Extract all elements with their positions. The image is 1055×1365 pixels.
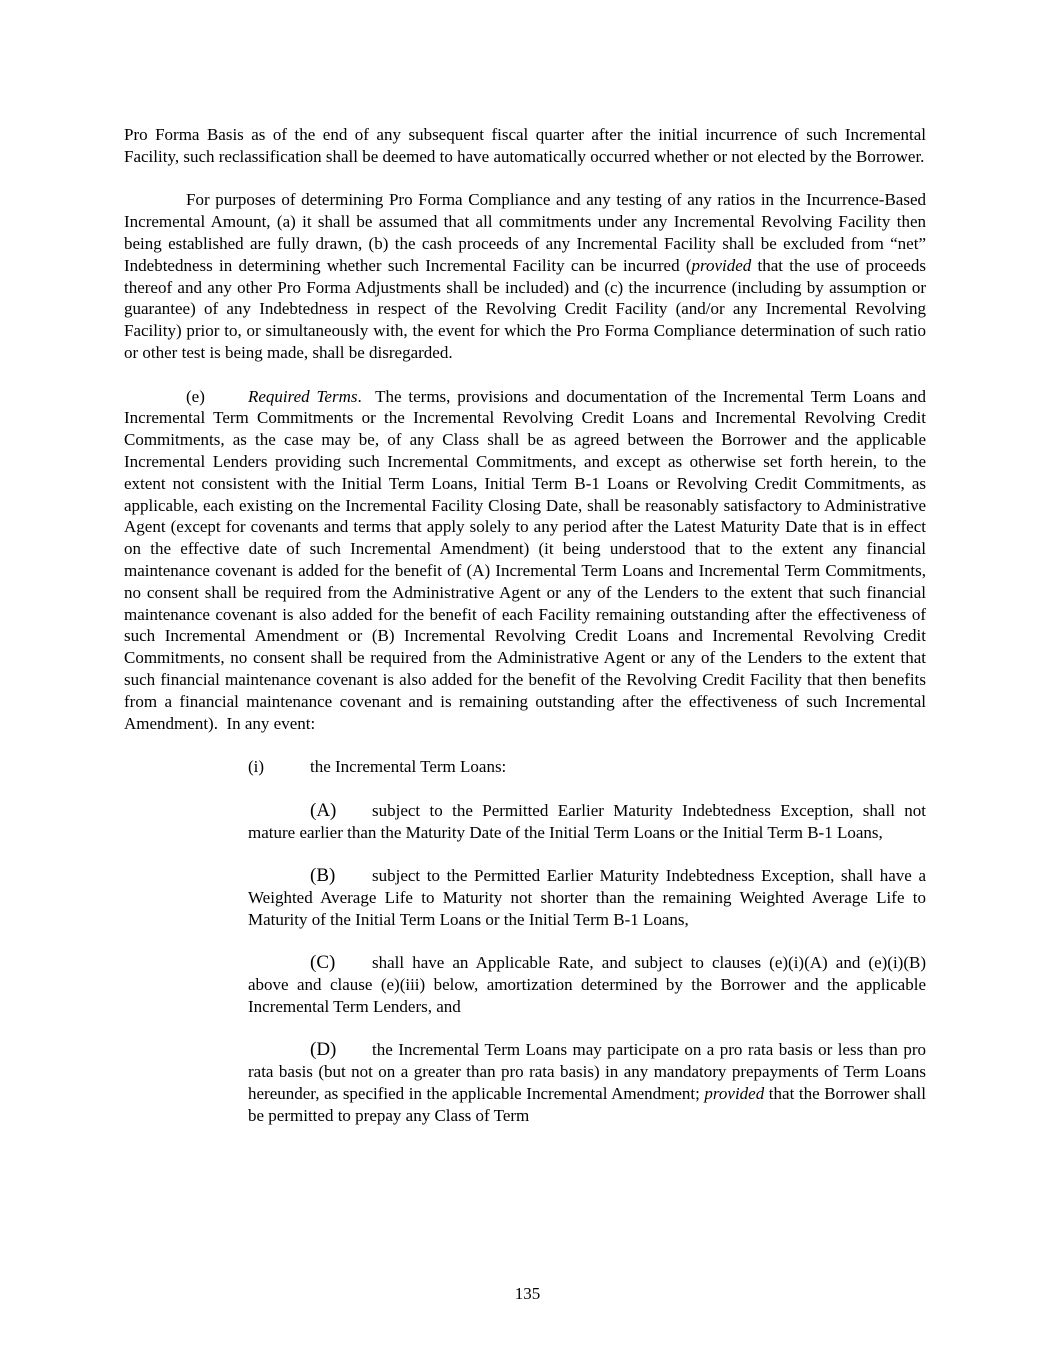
list-item-i [248, 756, 926, 778]
list-item-A [248, 800, 926, 844]
heading-punctuation: . [357, 386, 362, 406]
list-item-label: (D) [310, 1039, 337, 1061]
paragraph-pro-forma-compliance [124, 189, 926, 363]
list-item-text: subject to the Permitted Earlier Maturity Indebtedness Exception, shall have a Weighted Average Life to Maturity not shorter than the remaining Weighted Average Life to Maturity of the Initial Term Loans or the Initial Term B-1 Loans, [248, 866, 926, 929]
list-item-text: the Incremental Term Loans may participate on a pro rata basis or less than pro rata basis (but not on a greater than pro rata basis) in any mandatory prepayments of Term Loans hereunder, as specified in the applicable Incremental Amendment; [248, 1040, 926, 1104]
clause-heading: Required Terms [248, 386, 358, 406]
paragraph-text: For purposes of determining Pro Forma Compliance and any testing of any ratios in the Incurrence-Based Incremental Amount, (a) it shall be assumed that all commitments under any Incremental Revolving Facility then being established are fully drawn, (b) the cash proceeds of any Incremental Facility shall be excluded from “net” Indebtedness in determining whether such Incremental Facility can be incurred ( [124, 190, 926, 275]
list-item-text: that the Borrower shall be permitted to prepay any Class of Term [248, 1084, 927, 1125]
list-item-label: (B) [310, 865, 336, 887]
list-item-D [248, 1039, 926, 1126]
list-item-C [248, 952, 926, 1017]
paragraph-text: that the use of proceeds thereof and any other Pro Forma Adjustments shall be included) and (c) the incurrence (including by assumption or guarantee) of any Indebtedness in respect of the Revolving Credit Facility (and/or any Incremental Revolving Facility) prior to, or simultaneously with, the event for which the Pro Forma Compliance determination of such ratio or other test is being made, shall be disregarded. [124, 255, 926, 362]
list-item-B [248, 865, 926, 930]
list-item-text: subject to the Permitted Earlier Maturity Indebtedness Exception, shall not mature earlier than the Maturity Date of the Initial Term Loans or the Initial Term B-1 Loans, [248, 800, 926, 842]
provided-italic: provided [691, 255, 752, 275]
provided-italic: provided [704, 1084, 765, 1104]
clause-label: (e) [186, 386, 205, 406]
page-number: 135 [514, 1284, 541, 1303]
list-item-label: (i) [248, 757, 265, 777]
list-item-label: (A) [310, 799, 337, 821]
paragraph-required-terms [124, 386, 931, 735]
list-item-text: the Incremental Term Loans: [310, 757, 507, 777]
list-item-label: (C) [310, 952, 336, 974]
list-item-text: shall have an Applicable Rate, and subject to clauses (e)(i)(A) and (e)(i)(B) above and clause (e)(iii) below, amortization determined by the Borrower and the applicable Incremental Term Lenders, and [248, 953, 926, 1016]
paragraph-pro-forma-basis: Pro Forma Basis as of the end of any subsequent fiscal quarter after the initial incurrence of such Incremental Facility, such reclassification shall be deemed to have automatically occurred whether or not elected by the Borrower. [124, 125, 926, 166]
paragraph-text: The terms, provisions and documentation of the Incremental Term Loans and Incremental Term Commitments or the Incremental Revolving Credit Loans and Incremental Revolving Credit Commitments, as the case may be, of any Class shall be as agreed between the Borrower and the applicable Incremental Lenders providing such Incremental Commitments, and except as otherwise set forth herein, to the extent not consistent with the Initial Term Loans, Initial Term B-1 Loans or Revolving Credit Commitments, as applicable, each existing on the Incremental Facility Closing Date, shall be reasonably satisfactory to Administrative Agent (except for covenants and terms that apply solely to any period after the Latest Maturity Date that is in effect on the effective date of such Incremental Amendment) (it being understood that to the extent any financial maintenance covenant is added for the benefit of (A) Incremental Term Loans and Incremental Term Commitments, no consent shall be required from the Administrative Agent or any of the Lenders to the extent that such financial maintenance covenant is also added for the benefit of each Facility remaining outstanding after the effectiveness of such Incremental Amendment or (B) Incremental Revolving Credit Loans and Incremental Revolving Credit Commitments, no consent shall be required from the Administrative Agent or any of the Lenders to the extent that such financial maintenance covenant is also added for the benefit of the Revolving Credit Facility that then benefits from a financial maintenance covenant and is remaining outstanding after the effectiveness of such Incremental Amendment). In any event: [124, 386, 931, 733]
document-page [124, 124, 931, 1127]
